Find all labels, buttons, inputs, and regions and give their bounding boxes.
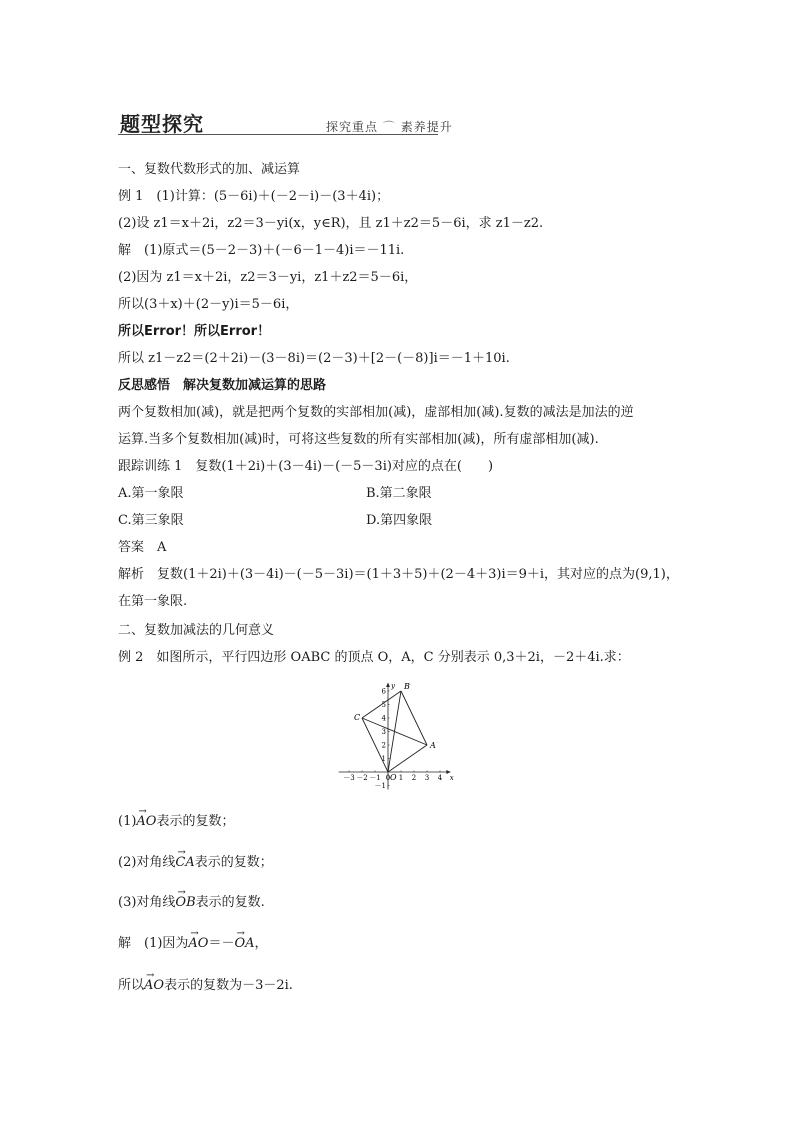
vector-ao-3: → AO: [144, 976, 164, 996]
x-axis-label: x: [449, 774, 454, 782]
subq3-suffix: 表示的复数.: [195, 895, 265, 910]
y-axis-label: y: [391, 681, 395, 690]
example1-question2: (2)设 z1＝x＋2i，z2＝3－yi(x，y∈R)，且 z1＋z2＝5－6i，求 z1－z2.: [118, 216, 544, 231]
vector-ao-2: → AO: [188, 934, 208, 954]
vector-ao: → AO: [136, 812, 156, 832]
x-tick-label: 4: [437, 774, 443, 782]
sol2b-prefix: 所以: [118, 978, 145, 993]
subq3-prefix: (3)对角线: [118, 895, 176, 910]
section-header: [118, 104, 678, 144]
x-tick-label: －3: [343, 774, 355, 782]
slogan-right: 素养提升: [400, 120, 453, 134]
subq2-suffix: 表示的复数；: [194, 855, 273, 870]
segment-oa: [388, 745, 427, 772]
parallelogram-figure: [330, 672, 460, 796]
x-tick-label: 2: [411, 774, 417, 782]
solution-line-3: 所以(3＋x)＋(2－y)i＝5－6i，: [118, 297, 299, 312]
sol2b-suffix: 表示的复数为－3－2i.: [164, 978, 293, 993]
section1-heading: 一、复数代数形式的加、减运算: [118, 162, 301, 177]
reflect-line-2: 运算.当多个复数相加(减)时，可将这些复数的所有实部相加(减)，所有虚部相加(减).: [118, 432, 599, 447]
y-tick-label: 2: [381, 741, 386, 750]
example2-question: 例 2 如图所示，平行四边形 OABC 的顶点 O，A，C 分别表示 0,3＋2i，－2＋4i.求：: [118, 650, 630, 665]
slogan-separator: ⌒: [382, 120, 396, 134]
solution-line-4: 所以Error！所以Error！: [118, 324, 271, 339]
option-a: A.第一象限: [118, 486, 184, 501]
y-tick-label: 3: [381, 728, 386, 736]
x-tick-label: －2: [356, 774, 368, 782]
x-tick-label: 1: [398, 774, 404, 782]
header-title: 题型探究: [120, 112, 204, 136]
section2-heading: 二、复数加减法的几何意义: [118, 623, 275, 638]
slogan-left: 探究重点: [326, 120, 379, 134]
reflect-line-1: 两个复数相加(减)，就是把两个复数的实部相加(减)，虚部相加(减).复数的减法是加法的逆: [118, 405, 634, 420]
vector-ob: → OB: [175, 893, 195, 913]
analysis-line-1: 解析 复数(1＋2i)＋(3－4i)－(－5－3i)＝(1＋3＋5)＋(2－4＋3)i＝9＋i，其对应的点为(9,1)，: [118, 567, 679, 582]
point-label-a: A: [430, 741, 436, 750]
analysis-line-2: 在第一象限.: [118, 594, 188, 609]
y-tick-label: 4: [381, 714, 386, 723]
solution-line-5: 所以 z1－z2＝(2＋2i)－(3－8i)＝(2－3)＋[2－(－8)]i＝－1＋10i.: [118, 351, 510, 366]
vector-oa: → OA: [234, 934, 254, 954]
option-b: B.第二象限: [366, 486, 432, 501]
y-tick-label: 5: [381, 701, 386, 709]
y-tick-label: 1: [381, 755, 386, 763]
sol2-prefix: 解 (1)因为: [118, 936, 189, 951]
option-c: C.第三象限: [118, 513, 184, 528]
solution2-line-2: [118, 976, 293, 996]
subquestion-1: [118, 812, 234, 832]
track-question: 跟踪训练 1 复数(1＋2i)＋(3－4i)－(－5－3i)对应的点在( ): [118, 459, 494, 474]
segment-ob: [388, 691, 401, 772]
sol2-mid: ＝－: [208, 936, 235, 951]
y-tick-label: －1: [374, 782, 386, 790]
example1-question1: 例 1 (1)计算：(5－6i)＋(－2－i)－(3＋4i)；: [118, 189, 390, 204]
solution2-line-1: [118, 934, 268, 954]
subq2-prefix: (2)对角线: [118, 855, 176, 870]
reflect-title: 反思感悟 解决复数加减运算的思路: [118, 378, 327, 393]
point-label-b: B: [404, 682, 410, 691]
x-tick-label: －1: [369, 774, 381, 782]
subquestion-2: [118, 853, 273, 873]
subq1-suffix: 表示的复数；: [156, 814, 235, 829]
solution-line-1: 解 (1)原式＝(5－2－3)＋(－6－1－4)i＝－11i.: [118, 243, 405, 258]
figure-segments: [362, 691, 427, 772]
x-tick-label: 0: [385, 774, 391, 782]
y-axis-arrow: [386, 683, 390, 687]
header-slogan: [326, 118, 453, 135]
option-d: D.第四象限: [366, 513, 433, 528]
sol2-suffix: ，: [254, 936, 268, 951]
y-tick-label: 6: [381, 687, 386, 696]
subquestion-3: [118, 893, 265, 913]
segment-ab: [401, 691, 427, 745]
vector-ca: → CA: [175, 853, 194, 873]
x-tick-label: 3: [424, 774, 430, 782]
point-label-c: C: [354, 713, 361, 722]
point-label-o: O: [390, 773, 397, 782]
solution-line-2: (2)因为 z1＝x＋2i，z2＝3－yi，z1＋z2＝5－6i，: [118, 270, 418, 285]
subq1-prefix: (1): [118, 814, 137, 829]
answer-line: 答案 A: [118, 540, 167, 555]
